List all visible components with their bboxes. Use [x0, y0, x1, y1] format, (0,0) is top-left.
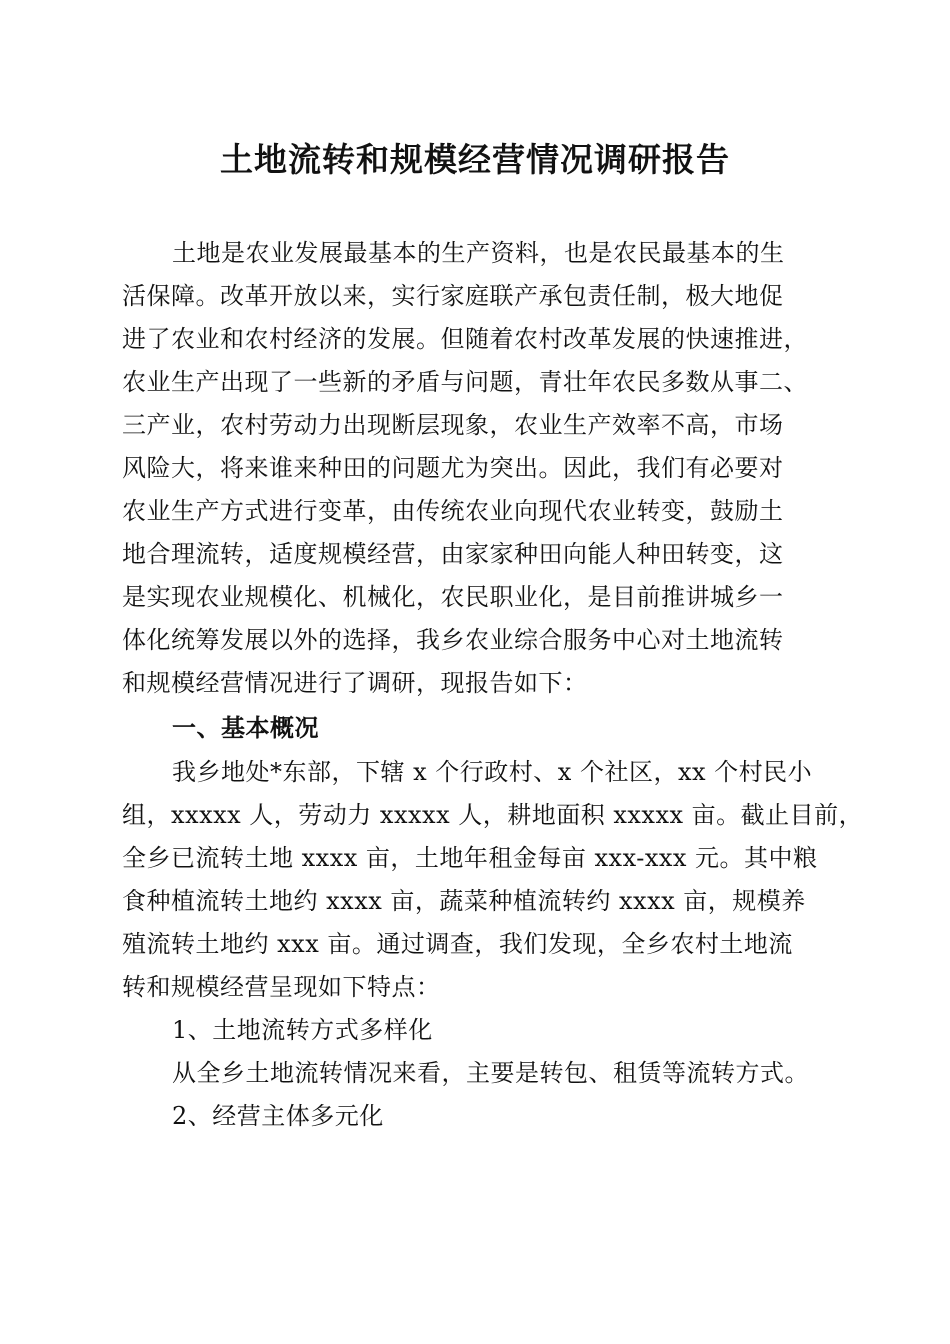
intro-line: 是实现农业规模化、机械化，农民职业化，是目前推讲城乡一: [122, 583, 784, 611]
intro-line: 土地是农业发展最基本的生产资料，也是农民最基本的生: [172, 239, 785, 267]
intro-line: 三产业，农村劳动力出现断层现象，农业生产效率不高，市场: [122, 411, 784, 439]
intro-line: 地合理流转，适度规模经营，由家家种田向能人种田转变，这: [122, 540, 784, 568]
section-line: 全乡已流转土地 xxxx 亩，土地年租金每亩 xxx-xxx 元。其中粮: [122, 844, 818, 872]
intro-line: 进了农业和农村经济的发展。但随着农村改革发展的快速推进，: [122, 325, 808, 353]
intro-line: 和规模经营情况进行了调研，现报告如下：: [122, 669, 588, 697]
page-title: 土地流转和规模经营情况调研报告: [220, 140, 730, 179]
intro-line: 农业生产出现了一些新的矛盾与问题，青壮年农民多数从事二、: [122, 368, 808, 396]
subsection-heading: 1、土地流转方式多样化: [172, 1016, 433, 1044]
section-line: 转和规模经营呈现如下特点：: [122, 973, 441, 1001]
section-heading: 一、基本概况: [172, 714, 319, 742]
section-line: 我乡地处*东部，下辖 x 个行政村、x 个社区，xx 个村民小: [172, 758, 813, 786]
intro-line: 农业生产方式进行变革，由传统农业向现代农业转变，鼓励土: [122, 497, 784, 525]
intro-line: 体化统筹发展以外的选择，我乡农业综合服务中心对土地流转: [122, 626, 784, 654]
intro-line: 活保障。改革开放以来，实行家庭联产承包责任制，极大地促: [122, 282, 784, 310]
section-line: 食种植流转土地约 xxxx 亩，蔬菜种植流转约 xxxx 亩，规模养: [122, 887, 806, 915]
section-line: 组，xxxxx 人，劳动力 xxxxx 人，耕地面积 xxxxx 亩。截止目前，: [122, 801, 864, 829]
subsection-heading: 2、经营主体多元化: [172, 1102, 384, 1130]
intro-line: 风险大，将来谁来种田的问题尤为突出。因此，我们有必要对: [122, 454, 784, 482]
section-line: 殖流转土地约 xxx 亩。通过调查，我们发现，全乡农村土地流: [122, 930, 793, 958]
subsection-text: 从全乡土地流转情况来看，主要是转包、租赁等流转方式。: [172, 1059, 809, 1087]
